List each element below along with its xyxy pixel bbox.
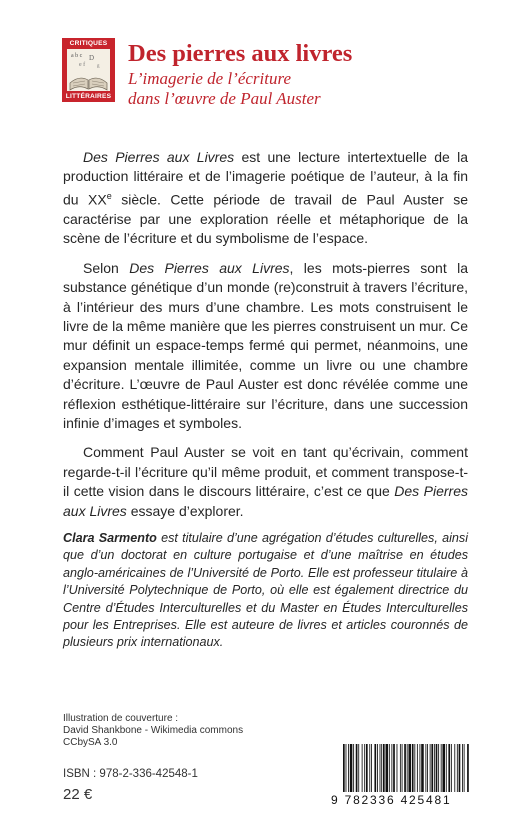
barcode-bar — [457, 744, 458, 792]
logo-text-top: CRITIQUES — [69, 40, 108, 47]
barcode-bar — [404, 744, 406, 792]
barcode-bar — [364, 744, 365, 792]
barcode-bar — [383, 744, 385, 792]
barcode-bar — [441, 744, 442, 792]
isbn: ISBN : 978-2-336-42548-1 — [63, 768, 198, 780]
price: 22 € — [63, 786, 93, 803]
credits-line-2: David Shankbone - Wikimedia commons — [63, 725, 244, 736]
barcode-image — [343, 744, 469, 792]
barcode-bar — [393, 744, 395, 792]
author-bio: Clara Sarmento est titulaire d’une agrégation d’études culturelles, ainsi que d’un doctorat en culture portugaise et d’une maîtrise en études anglo-américaines de l’Université de Porto. Elle est professeur titulaire à l’Université Polytechnique de Porto, où elle est également directrice du Centre d’Études Interculturelles et du Master en Études Interculturelles pour les Entreprises. Elle est auteure de livres et articles couronnés de plusieurs prix internationaux. — [63, 531, 468, 650]
author-name: Clara Sarmento — [63, 531, 157, 545]
barcode-bar — [397, 744, 398, 792]
barcode-bar — [467, 744, 469, 792]
subtitle-line-1: L’imagerie de l’écriture — [128, 69, 292, 88]
barcode-bar — [430, 744, 431, 792]
barcode-bar — [371, 744, 372, 792]
barcode-bar — [380, 744, 381, 792]
barcode-bar — [431, 744, 433, 792]
barcode-bar — [462, 744, 463, 792]
barcode-bar — [414, 744, 415, 792]
barcode-bar — [427, 744, 428, 792]
barcode-bar — [362, 744, 363, 792]
barcode-bar — [343, 744, 345, 792]
subtitle-line-2: dans l’œuvre de Paul Auster — [128, 89, 321, 108]
barcode-bar — [438, 744, 439, 792]
barcode-bar — [451, 744, 452, 792]
svg-text:e f: e f — [79, 62, 86, 68]
barcode-bar — [412, 744, 414, 792]
barcode-bar — [391, 744, 392, 792]
cover-credits — [63, 713, 243, 749]
barcode-bar — [358, 744, 359, 792]
blurb-paragraph-3: Comment Paul Auster se voit en tant qu’écrivain, comment regarde-t-il l’écriture qu’il même produit, et comment transpose-t-il cette vision dans le discours littéraire, c’est ce que Des Pierres aux Livres essaye d’explorer. — [63, 444, 468, 519]
credits-line-3: CCbySA 3.0 — [63, 737, 118, 748]
credits-line-1: Illustration de couverture : — [63, 713, 179, 724]
barcode-bar — [408, 744, 411, 792]
barcode-bar — [421, 744, 424, 792]
barcode-bar — [402, 744, 403, 792]
barcode-bar — [420, 744, 421, 792]
barcode-bar — [356, 744, 358, 792]
svg-text:g: g — [97, 64, 100, 69]
open-book-icon — [67, 49, 110, 91]
barcode-bar — [417, 744, 418, 792]
logo-text-bottom: LITTÉRAIRES — [65, 93, 112, 100]
back-cover-blurb — [63, 148, 468, 521]
barcode-bar — [454, 744, 455, 792]
book-subtitle — [128, 69, 321, 109]
book-title-inline: Des Pierres aux Livres — [63, 483, 468, 519]
barcode-bar — [400, 744, 401, 792]
barcode-bar — [446, 744, 447, 792]
collection-logo — [62, 38, 115, 102]
barcode-bar — [374, 744, 376, 792]
barcode-bar — [346, 744, 347, 792]
barcode-bar — [448, 744, 450, 792]
blurb-paragraph-2: Selon Des Pierres aux Livres, les mots-pierres sont la substance génétique d’un monde (re)construit à travers l’écriture, à l’intérieur des murs d’une chambre. Les mots construisent le livre de la même manière que les pierres construisent un mur. Ce mur définit un espace-temps fermé qui permet, néanmoins, une expansion mentale illimitée, comme un livre ou une chambre d’écriture. L’œuvre de Paul Auster est donc révélée comme une réflexion esthétique-littéraire sur l’écriture, dans une succession infinie d’images et symboles. — [63, 259, 469, 431]
barcode-bar — [353, 744, 354, 792]
barcode-bar — [348, 744, 349, 792]
barcode-bar — [425, 744, 426, 792]
barcode-bar — [389, 744, 390, 792]
book-title-inline: Des Pierres aux Livres — [83, 149, 235, 165]
blurb-paragraph-1: Des Pierres aux Livres est une lecture intertextuelle de la production littéraire et de l’imagerie poétique de l’auteur, à la fin du XXe siècle. Cette période de travail de Paul Auster se caractérise par une exploration réelle et métaphorique de la scène de l’écriture et du symbolisme de l’espace. — [63, 149, 469, 247]
barcode-bar — [386, 744, 389, 792]
barcode-bar — [434, 744, 435, 792]
barcode-bar — [377, 744, 378, 792]
barcode-bar — [459, 744, 461, 792]
barcode-bar — [442, 744, 445, 792]
barcode-bar — [350, 744, 353, 792]
barcode-digits: 9 782336 425481 — [331, 793, 452, 807]
barcode-bar — [407, 744, 408, 792]
barcode-bar — [381, 744, 382, 792]
svg-text:a b c: a b c — [71, 53, 83, 59]
barcode-bar — [464, 744, 465, 792]
barcode-bar — [369, 744, 370, 792]
book-title-inline: Des Pierres aux Livres — [129, 259, 290, 276]
barcode-bar — [436, 744, 438, 792]
svg-text:D: D — [89, 54, 95, 62]
book-title: Des pierres aux livres — [128, 40, 353, 67]
barcode-bar — [366, 744, 368, 792]
